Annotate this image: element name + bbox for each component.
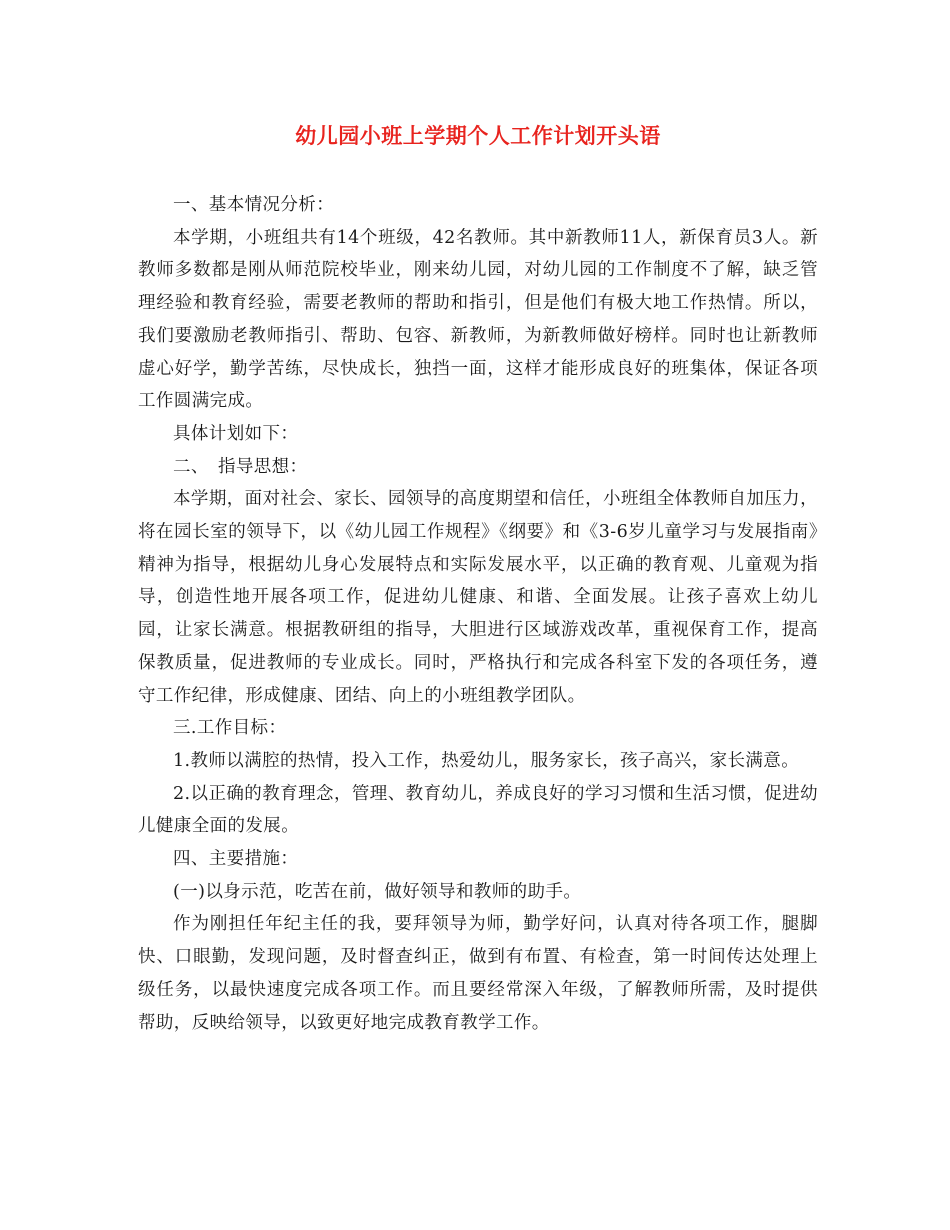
- paragraph-goal-1: 1.教师以满腔的热情，投入工作，热爱幼儿，服务家长，孩子高兴，家长满意。: [173, 750, 800, 771]
- paragraph-goal-2: 2.以正确的教育理念，管理、教育幼儿，养成良好的学习习惯和生活习惯，促进幼儿健康全面的发展。: [138, 783, 818, 837]
- section-heading-work-goals: 三.工作目标：: [173, 718, 287, 739]
- document-body: [138, 189, 818, 1039]
- document-title: 幼儿园小班上学期个人工作计划开头语: [295, 124, 661, 148]
- paragraph-plan-intro: 具体计划如下：: [173, 423, 299, 444]
- section-heading-main-measures: 四、主要措施：: [173, 849, 299, 870]
- paragraph-measure-1: 作为刚担任年纪主任的我，要拜领导为师，勤学好问，认真对待各项工作，腿脚快、口眼勤，发现问题，及时督查纠正，做到有布置、有检查，第一时间传达处理上级任务，以最快速度完成各项工作。而且要经常深入年级，了解教师所需，及时提供帮助，反映给领导，以致更好地完成教育教学工作。: [138, 914, 818, 1033]
- paragraph-guiding-ideology: 本学期，面对社会、家长、园领导的高度期望和信任，小班组全体教师自加压力，将在园长室的领导下，以《幼儿园工作规程》《纲要》和《3-6岁儿童学习与发展指南》精神为指导，根据幼儿身心发展特点和实际发展水平，以正确的教育观、儿童观为指导，创造性地开展各项工作，促进幼儿健康、和谐、全面发展。让孩子喜欢上幼儿园，让家长满意。根据教研组的指导，大胆进行区域游戏改革，重视保育工作，提高保教质量，促进教师的专业成长。同时，严格执行和完成各科室下发的各项任务，遵守工作纪律，形成健康、团结、向上的小班组教学团队。: [138, 489, 818, 706]
- section-heading-basic-analysis: 一、基本情况分析：: [173, 195, 335, 215]
- paragraph-basic-analysis: 本学期，小班组共有14个班级，42名教师。其中新教师11人，新保育员3人。新教师多数都是刚从师范院校毕业，刚来幼儿园，对幼儿园的工作制度不了解，缺乏管理经验和教育经验，需要老教师的帮助和指引，但是他们有极大地工作热情。所以，我们要激励老教师指引、帮助、包容、新教师，为新教师做好榜样。同时也让新教师虚心好学，勤学苦练，尽快成长，独挡一面，这样才能形成良好的班集体，保证各项工作圆满完成。: [138, 227, 818, 412]
- section-heading-guiding-ideology: 二、 指导思想：: [173, 456, 308, 477]
- subheading-measure-1: (一)以身示范，吃苦在前，做好领导和教师的助手。: [173, 881, 582, 902]
